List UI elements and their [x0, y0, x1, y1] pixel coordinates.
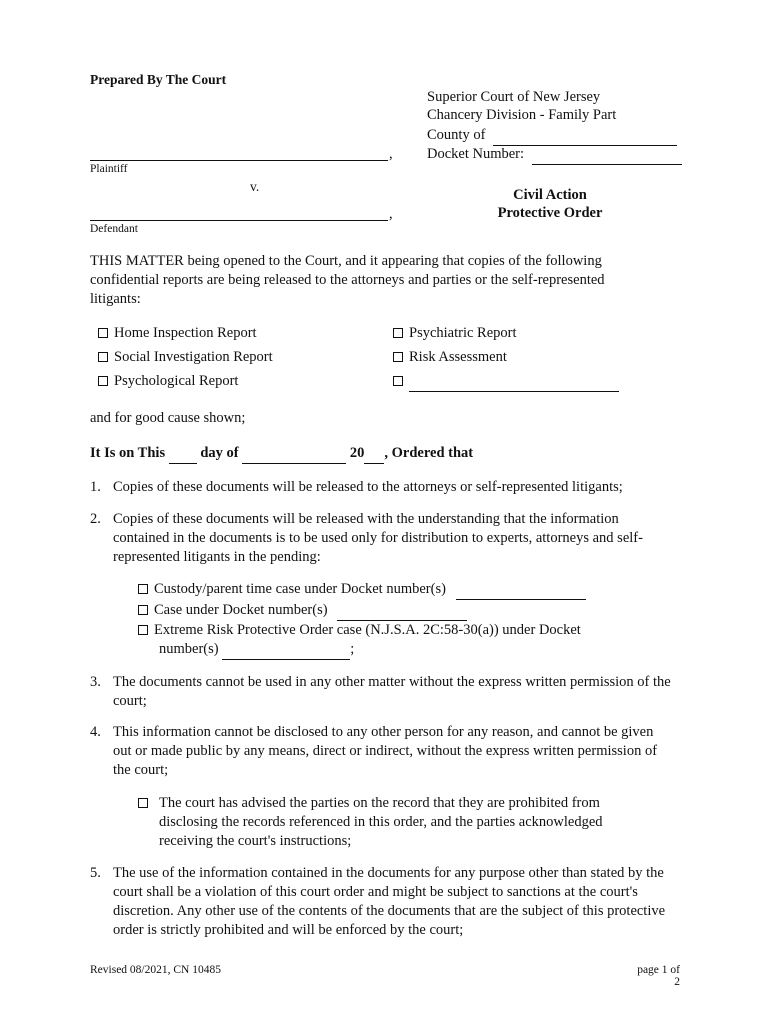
checkbox-icon[interactable]: [98, 328, 108, 338]
ordered-part2: day of: [200, 445, 239, 461]
checkbox-icon[interactable]: [138, 605, 148, 615]
report-label: Psychiatric Report: [409, 325, 517, 341]
item-text-3: The documents cannot be used in any other matter without the express written permission of the court;: [113, 674, 671, 709]
defendant-field[interactable]: [90, 220, 388, 221]
county-row: [427, 126, 677, 146]
erpo-docket-field[interactable]: [222, 640, 350, 660]
checkbox-icon[interactable]: [138, 584, 148, 594]
report-label: Psychological Report: [114, 373, 239, 389]
ordered-part4: , Ordered that: [384, 445, 474, 461]
plaintiff-field[interactable]: [90, 160, 388, 161]
item-text-4: This information cannot be disclosed to any other person for any reason, and cannot be given out or made public by any means, direct or indirect, without the express written permission of the court;: [113, 724, 658, 778]
checkbox-icon[interactable]: [98, 352, 108, 362]
erpo-docket-label: number(s): [159, 641, 219, 657]
court-name: Superior Court of New Jersey: [427, 89, 601, 105]
ordered-line: [90, 444, 473, 464]
item-number-3: 3.: [90, 674, 101, 690]
plaintiff-comma: ,: [389, 146, 393, 162]
item-text-1: Copies of these documents will be released to the attorneys or self-represented litigants;: [113, 479, 623, 495]
item-number-2: 2.: [90, 511, 101, 527]
case-option-other[interactable]: [138, 601, 467, 621]
case-label: Case under Docket number(s): [154, 602, 328, 618]
erpo-docket-row: [159, 640, 354, 660]
report-option-risk-assessment[interactable]: [393, 348, 507, 367]
defendant-comma: ,: [389, 206, 393, 222]
case-option-erpo[interactable]: [138, 621, 581, 640]
report-label: Home Inspection Report: [114, 325, 257, 341]
report-option-other[interactable]: [393, 372, 619, 392]
report-label: Risk Assessment: [409, 349, 507, 365]
advised-option[interactable]: [138, 794, 638, 851]
defendant-label: Defendant: [90, 223, 138, 235]
ordered-part3: 20: [349, 445, 365, 461]
custody-docket-field[interactable]: [456, 580, 586, 600]
checkbox-icon[interactable]: [393, 328, 403, 338]
page-number: page 1 of 2: [637, 964, 680, 988]
item-text-5: The use of the information contained in the documents for any purpose other than stated by the court shall be a violation of this court order and might be subject to sanctions at the court's discretion. Any other use of the contents of the documents that are the subject of this protective order is strictly prohibited and will be enforced by the court;: [113, 865, 666, 938]
item-number-4: 4.: [90, 724, 101, 740]
good-cause-text: and for good cause shown;: [90, 410, 246, 426]
report-option-home-inspection[interactable]: [98, 324, 257, 343]
versus-text: v.: [250, 179, 260, 194]
caption-civil-action: Civil Action: [513, 187, 587, 203]
report-option-social-investigation[interactable]: [98, 348, 273, 367]
report-option-psychiatric[interactable]: [393, 324, 517, 343]
county-label: County of: [427, 127, 486, 143]
item-number-1: 1.: [90, 479, 101, 495]
report-label: Social Investigation Report: [114, 349, 273, 365]
county-field[interactable]: [493, 126, 677, 146]
docket-row: [427, 145, 682, 165]
docket-label: Docket Number:: [427, 146, 525, 162]
item-number-5: 5.: [90, 865, 101, 881]
court-division: Chancery Division - Family Part: [427, 107, 617, 123]
checkbox-icon[interactable]: [138, 798, 148, 808]
year-field[interactable]: [364, 444, 384, 464]
caption-protective-order: Protective Order: [497, 205, 603, 221]
revision-note: Revised 08/2021, CN 10485: [90, 964, 221, 976]
month-field[interactable]: [242, 444, 346, 464]
docket-field[interactable]: [532, 145, 682, 165]
case-label: Custody/parent time case under Docket number(s): [154, 581, 446, 597]
other-report-field[interactable]: [409, 372, 619, 392]
checkbox-icon[interactable]: [138, 625, 148, 635]
erpo-semicolon: ;: [350, 641, 355, 657]
report-option-psychological[interactable]: [98, 372, 238, 391]
intro-paragraph: THIS MATTER being opened to the Court, and it appearing that copies of the following confidential reports are being released to the attorneys and parties or the self-represented litigants:: [90, 253, 605, 307]
case-option-custody[interactable]: [138, 580, 586, 600]
advised-text: The court has advised the parties on the record that they are prohibited from disclosing the records referenced in this order, and the parties acknowledged receiving the court's instructions;: [159, 795, 603, 849]
item-text-2: Copies of these documents will be released with the understanding that the information contained in the documents is to be used only for distribution to experts, attorneys and self-represented litigants in the pending:: [113, 511, 643, 565]
case-label: Extreme Risk Protective Order case (N.J.S.A. 2C:58-30(a)) under Docket: [154, 622, 581, 638]
prepared-by: Prepared By The Court: [90, 72, 227, 87]
case-docket-field[interactable]: [337, 601, 467, 621]
checkbox-icon[interactable]: [393, 352, 403, 362]
checkbox-icon[interactable]: [98, 376, 108, 386]
day-field[interactable]: [169, 444, 197, 464]
plaintiff-label: Plaintiff: [90, 163, 128, 175]
ordered-part1: It Is on This: [90, 445, 166, 461]
checkbox-icon[interactable]: [393, 376, 403, 386]
